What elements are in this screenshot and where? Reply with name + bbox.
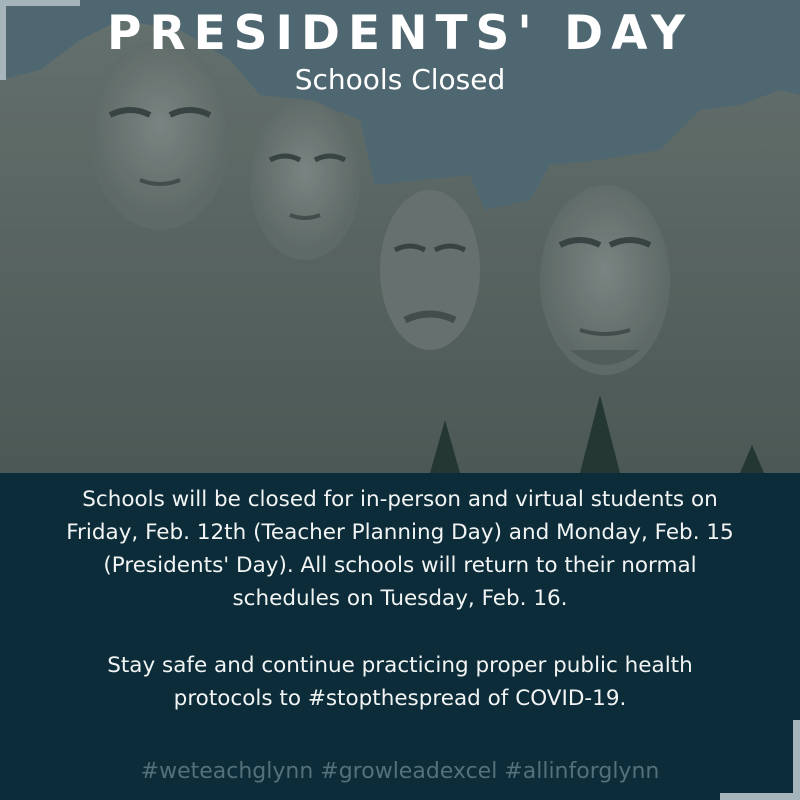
announcement-line: Friday, Feb. 12th (Teacher Planning Day) and Monday, Feb. 15 [66,520,734,545]
announcement-panel [0,473,800,800]
page-title: PRESIDENTS' DAY [106,6,694,61]
corner-bracket-bottom-right-horizontal [720,793,800,800]
health-message-line: protocols to #stopthespread of COVID-19. [173,686,627,711]
announcement-paragraph [30,483,770,615]
corner-bracket-top-left-horizontal [0,0,80,6]
health-message-paragraph [30,649,770,715]
announcement-line: (Presidents' Day). All schools will return to their normal [103,553,697,578]
page-subtitle: Schools Closed [294,63,506,96]
announcement-line: schedules on Tuesday, Feb. 16. [232,586,568,611]
corner-bracket-bottom-right-vertical [793,720,800,800]
corner-bracket-top-left-vertical [0,0,6,80]
announcement-line: Schools will be closed for in-person and virtual students on [82,487,718,512]
health-message-line: Stay safe and continue practicing proper public health [107,653,693,678]
hashtags: #weteachglynn #growleadexcel #allinforglynn [140,759,660,784]
